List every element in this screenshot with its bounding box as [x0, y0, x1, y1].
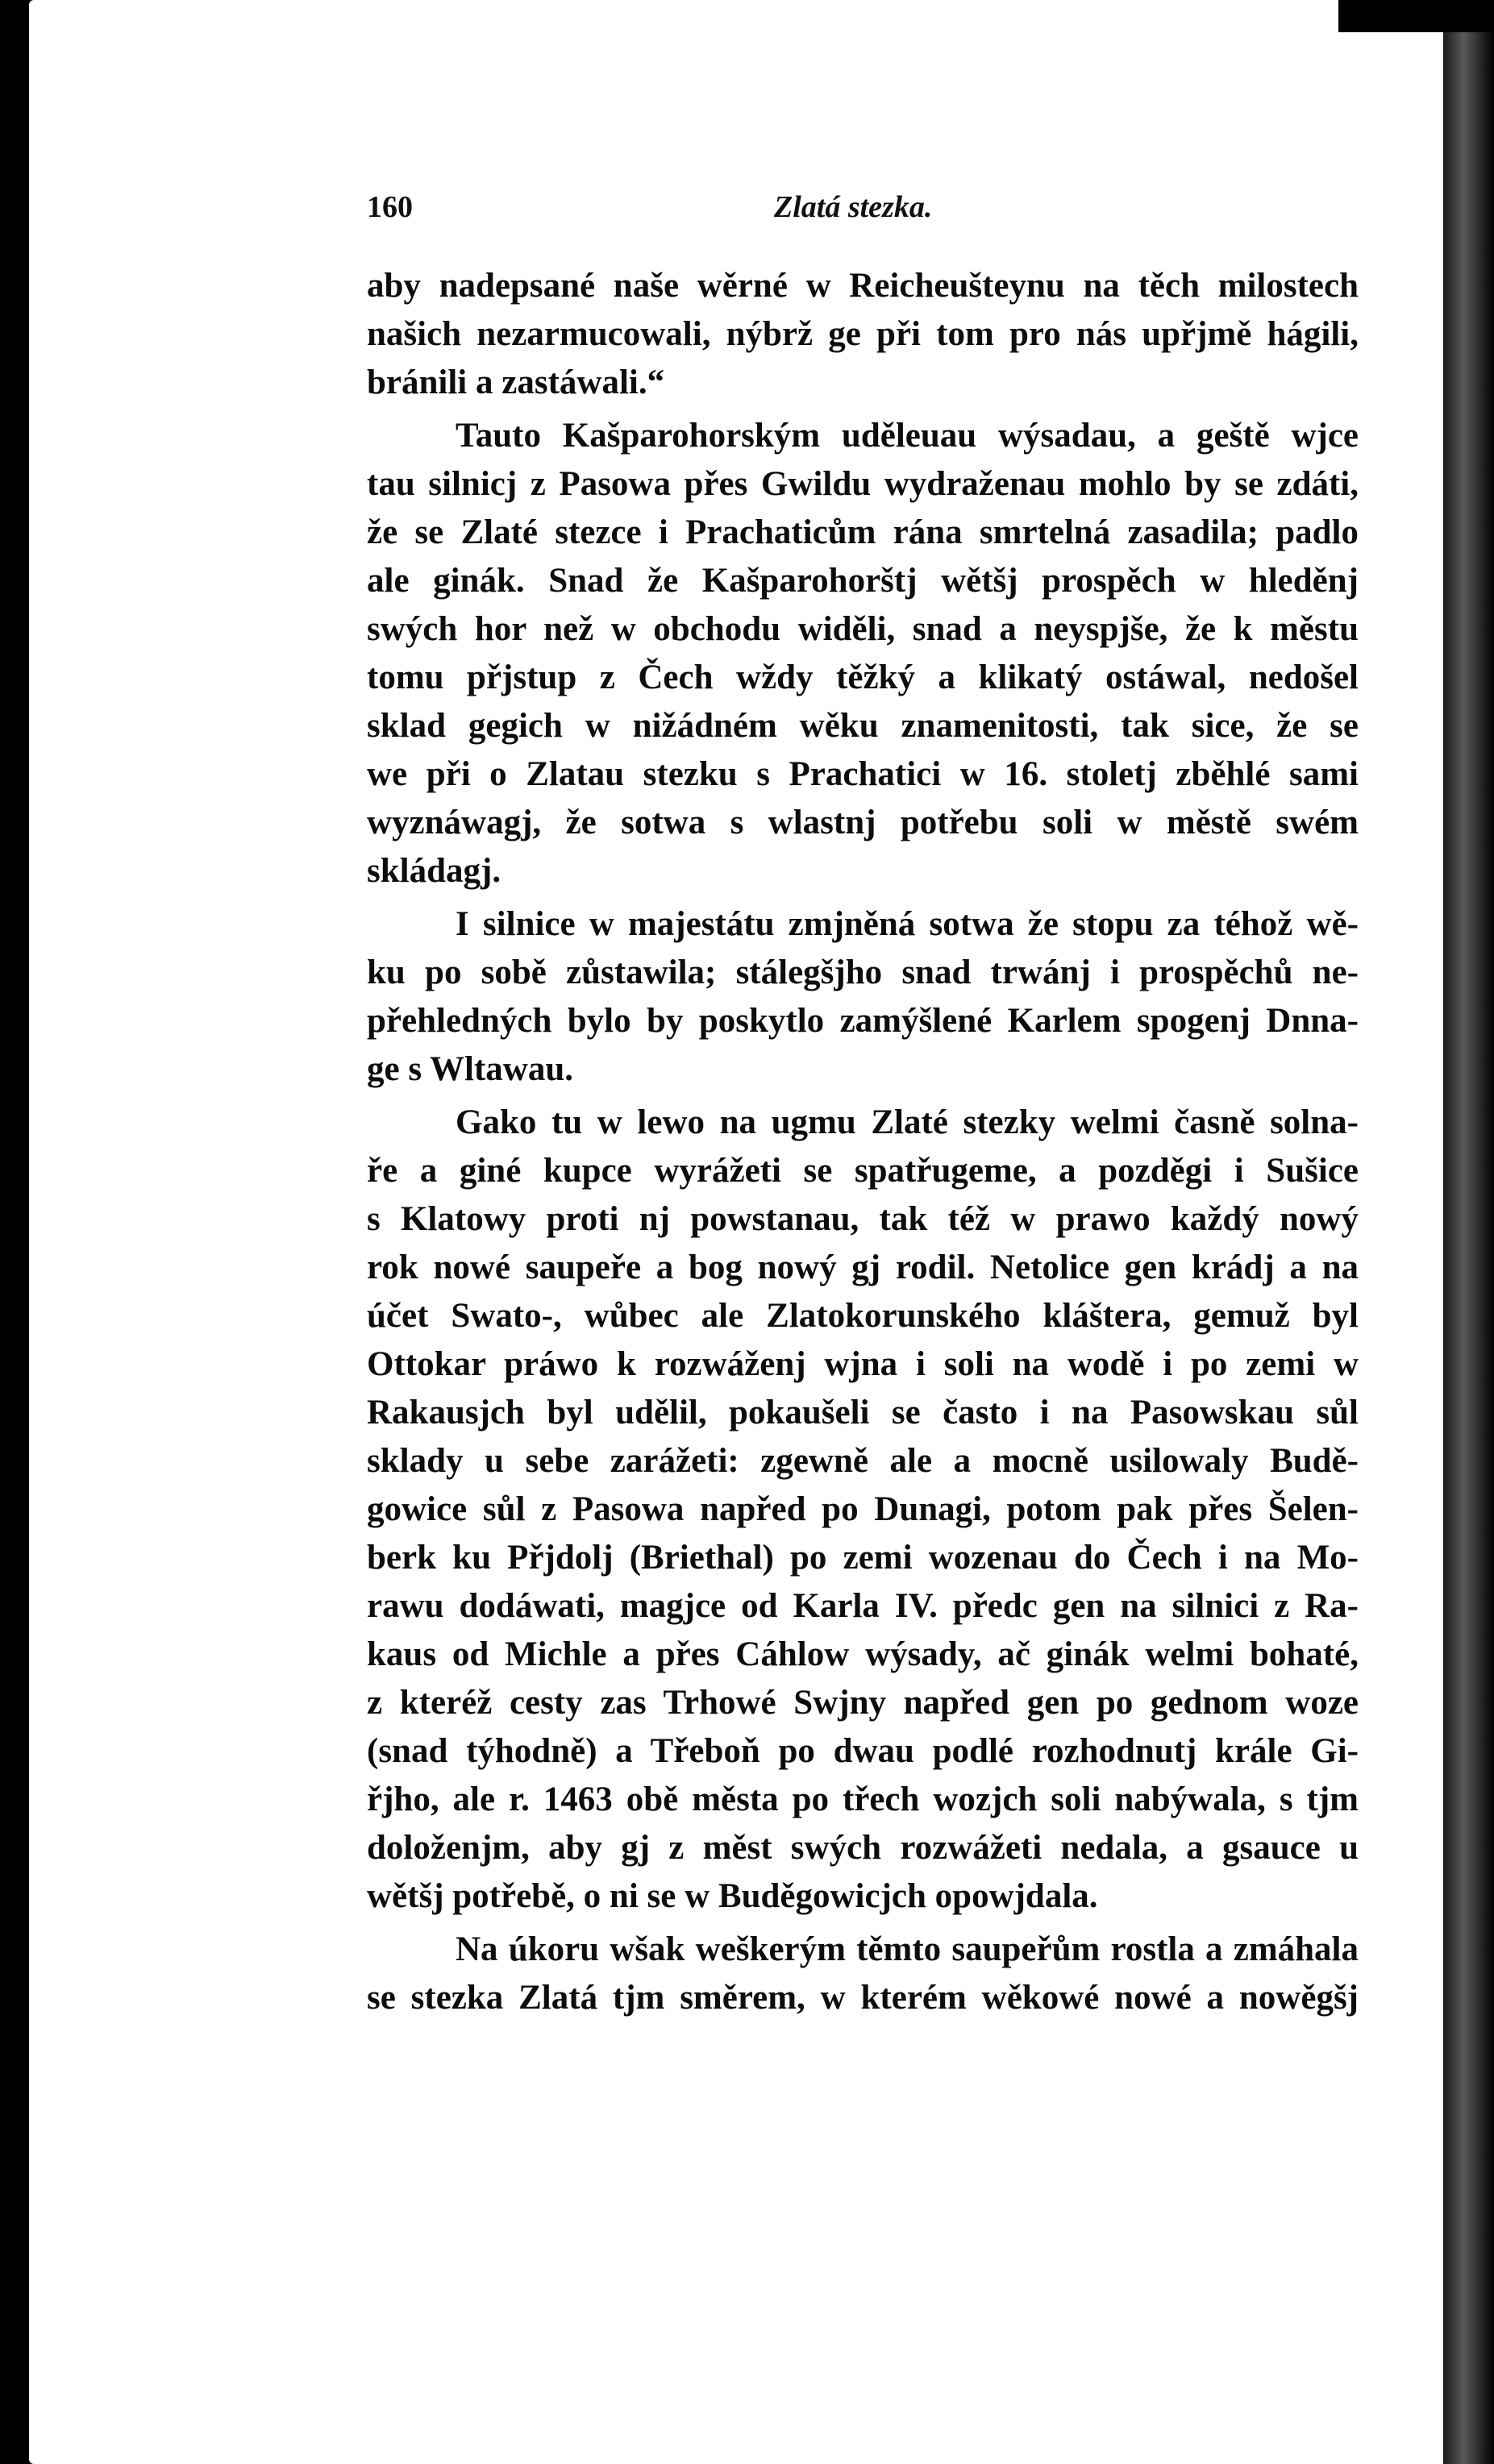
text-line: bránili a zastáwali.“ — [367, 364, 665, 401]
text-line: přehledných bylo by poskytlo zamýšlené Karlem spogenj Dnna- — [367, 1002, 1359, 1040]
text-line: Tauto Kašparohorským uděleuau wýsadau, a geště wjce — [456, 417, 1359, 455]
text-line: (snad týhodně) a Třeboň po dwau podlé rozhodnutj krále Gi- — [367, 1732, 1359, 1770]
paragraph — [367, 1926, 1359, 2022]
text-line: gowice sůl z Pasowa napřed po Dunagi, potom pak přes Šelen- — [367, 1490, 1359, 1528]
text-line: z kteréž cesty zas Trhowé Swjny napřed gen po gednom woze — [367, 1684, 1359, 1722]
text-line: aby nadepsané naše wěrné w Reicheušteynu na těch milostech — [367, 267, 1359, 305]
text-line: rawu dodáwati, magjce od Karla IV. předc gen na silnici z Ra- — [367, 1587, 1359, 1625]
text-line: tau silnicj z Pasowa přes Gwildu wydraženau mohlo by se zdáti, — [367, 465, 1359, 503]
paragraph — [367, 900, 1359, 1094]
text-line: našich nezarmucowali, nýbrž ge při tom pro nás upřjmě hágili, — [367, 315, 1359, 353]
text-line: Na úkoru wšak weškerým těmto saupeřům rostla a zmáhala — [456, 1930, 1359, 1968]
text-line: s Klatowy proti nj powstanau, tak též w prawo každý nowý — [367, 1200, 1359, 1238]
text-line: rok nowé saupeře a bog nowý gj rodil. Netolice gen krádj a na — [367, 1249, 1359, 1286]
text-line: Gako tu w lewo na ugmu Zlaté stezky welmi časně solna- — [456, 1103, 1359, 1141]
paragraph — [367, 262, 1359, 407]
text-line: účet Swato-, wůbec ale Zlatokorunského kláštera, gemuž byl — [367, 1297, 1359, 1335]
scan-edge-top-right — [1338, 0, 1494, 32]
text-line: ge s Wltawau. — [367, 1050, 574, 1088]
text-line: ale ginák. Snad že Kašparohorštj wětšj prospěch w hleděnj — [367, 562, 1359, 600]
text-line: swých hor než w obchodu widěli, snad a neyspjše, že k městu — [367, 610, 1359, 648]
text-line: we při o Zlatau stezku s Prachatici w 16. stoletj zběhlé sami — [367, 755, 1359, 793]
text-line: tomu přjstup z Čech wždy těžký a klikatý ostáwal, nedošel — [367, 659, 1359, 696]
page-header — [367, 189, 1415, 238]
page-number: 160 — [367, 190, 413, 224]
scan-edge-left — [0, 0, 32, 2464]
text-line: Rakausjch byl udělil, pokaušeli se často i na Pasowskau sůl — [367, 1394, 1359, 1431]
text-line: že se Zlaté stezce i Prachaticům rána smrtelná zasadila; padlo — [367, 513, 1359, 551]
running-title: Zlatá stezka. — [774, 190, 933, 224]
text-line: Ottokar práwo k rozwáženj wjna i soli na wodě i po zemi w — [367, 1345, 1359, 1383]
text-line: řjho, ale r. 1463 obě města po třech wozjch soli nabýwala, s tjm — [367, 1780, 1359, 1818]
paragraph — [367, 412, 1359, 895]
body-text — [367, 262, 1359, 2022]
text-line: berk ku Přjdolj (Briethal) po zemi wozenau do Čech i na Mo- — [367, 1539, 1359, 1577]
text-line: ku po sobě zůstawila; stálegšjho snad trwánj i prospěchů ne- — [367, 954, 1359, 991]
text-line: kaus od Michle a přes Cáhlow wýsady, ač ginák welmi bohaté, — [367, 1635, 1359, 1673]
text-line: ře a giné kupce wyrážeti se spatřugeme, a pozděgi i Sušice — [367, 1152, 1359, 1190]
text-line: doloženjm, aby gj z měst swých rozwážeti nedala, a gsauce u — [367, 1829, 1359, 1867]
text-line: skládagj. — [367, 852, 501, 890]
paragraph — [367, 1099, 1359, 1921]
text-line: se stezka Zlatá tjm směrem, w kterém wěkowé nowé a nowěgšj — [367, 1979, 1359, 2017]
text-line: sklad gegich w nižádném wěku znamenitosti, tak sice, že se — [367, 707, 1359, 745]
text-line: wětšj potřebě, o ni se w Buděgowicjch opowjdala. — [367, 1877, 1098, 1915]
text-line: wyznáwagj, že sotwa s wlastnj potřebu soli w městě swém — [367, 804, 1359, 841]
text-line: sklady u sebe zarážeti: zgewně ale a mocně usilowaly Budě- — [367, 1442, 1359, 1480]
text-line: I silnice w majestátu zmjněná sotwa že stopu za téhož wě- — [456, 905, 1359, 943]
scan-edge-right — [1443, 0, 1494, 2464]
